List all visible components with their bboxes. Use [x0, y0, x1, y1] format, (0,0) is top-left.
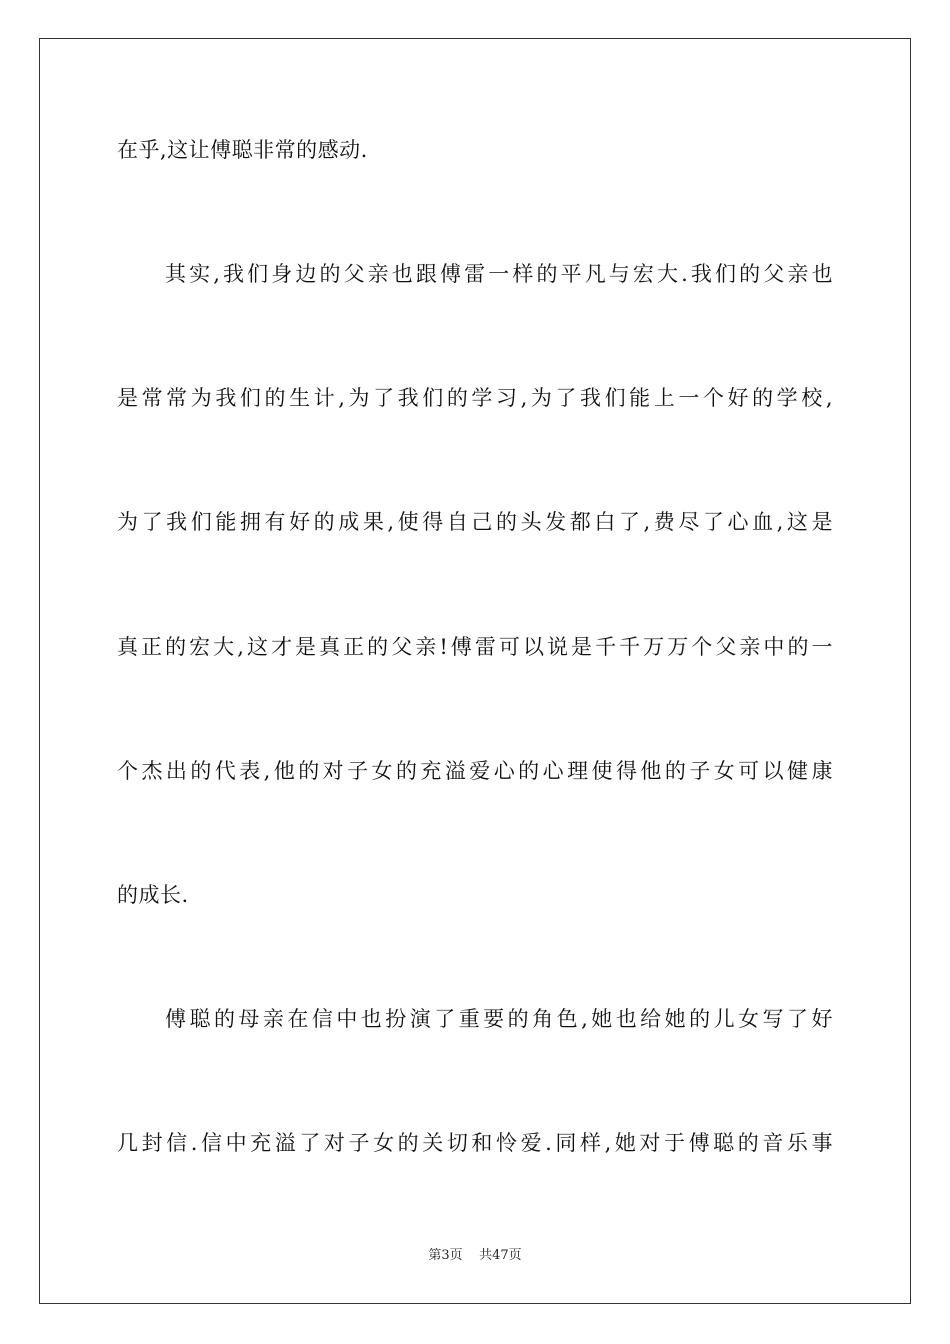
page-total: 共47页: [479, 1248, 522, 1263]
text-line: 几封信.信中充溢了对子女的关切和怜爱.同样,她对于傅聪的音乐事: [117, 1131, 833, 1155]
text-line: 是常常为我们的生计,为了我们的学习,为了我们能上一个好的学校,: [117, 386, 833, 410]
text-line: 的成长.: [117, 883, 189, 907]
paragraph-start-line: 其实,我们身边的父亲也跟傅雷一样的平凡与宏大.我们的父亲也: [165, 262, 833, 286]
paragraph-start-line: 傅聪的母亲在信中也扮演了重要的角色,她也给她的儿女写了好: [165, 1007, 833, 1031]
text-line: 个杰出的代表,他的对子女的充溢爱心的心理使得他的子女可以健康: [117, 759, 833, 783]
page-number: 第3页: [428, 1248, 463, 1263]
page-border: [39, 38, 911, 1304]
text-line: 为了我们能拥有好的成果,使得自己的头发都白了,费尽了心血,这是: [117, 510, 833, 534]
page-footer: [0, 1247, 950, 1265]
text-line: 真正的宏大,这才是真正的父亲!傅雷可以说是千千万万个父亲中的一: [117, 635, 833, 659]
text-line: 在乎,这让傅聪非常的感动.: [117, 138, 368, 162]
